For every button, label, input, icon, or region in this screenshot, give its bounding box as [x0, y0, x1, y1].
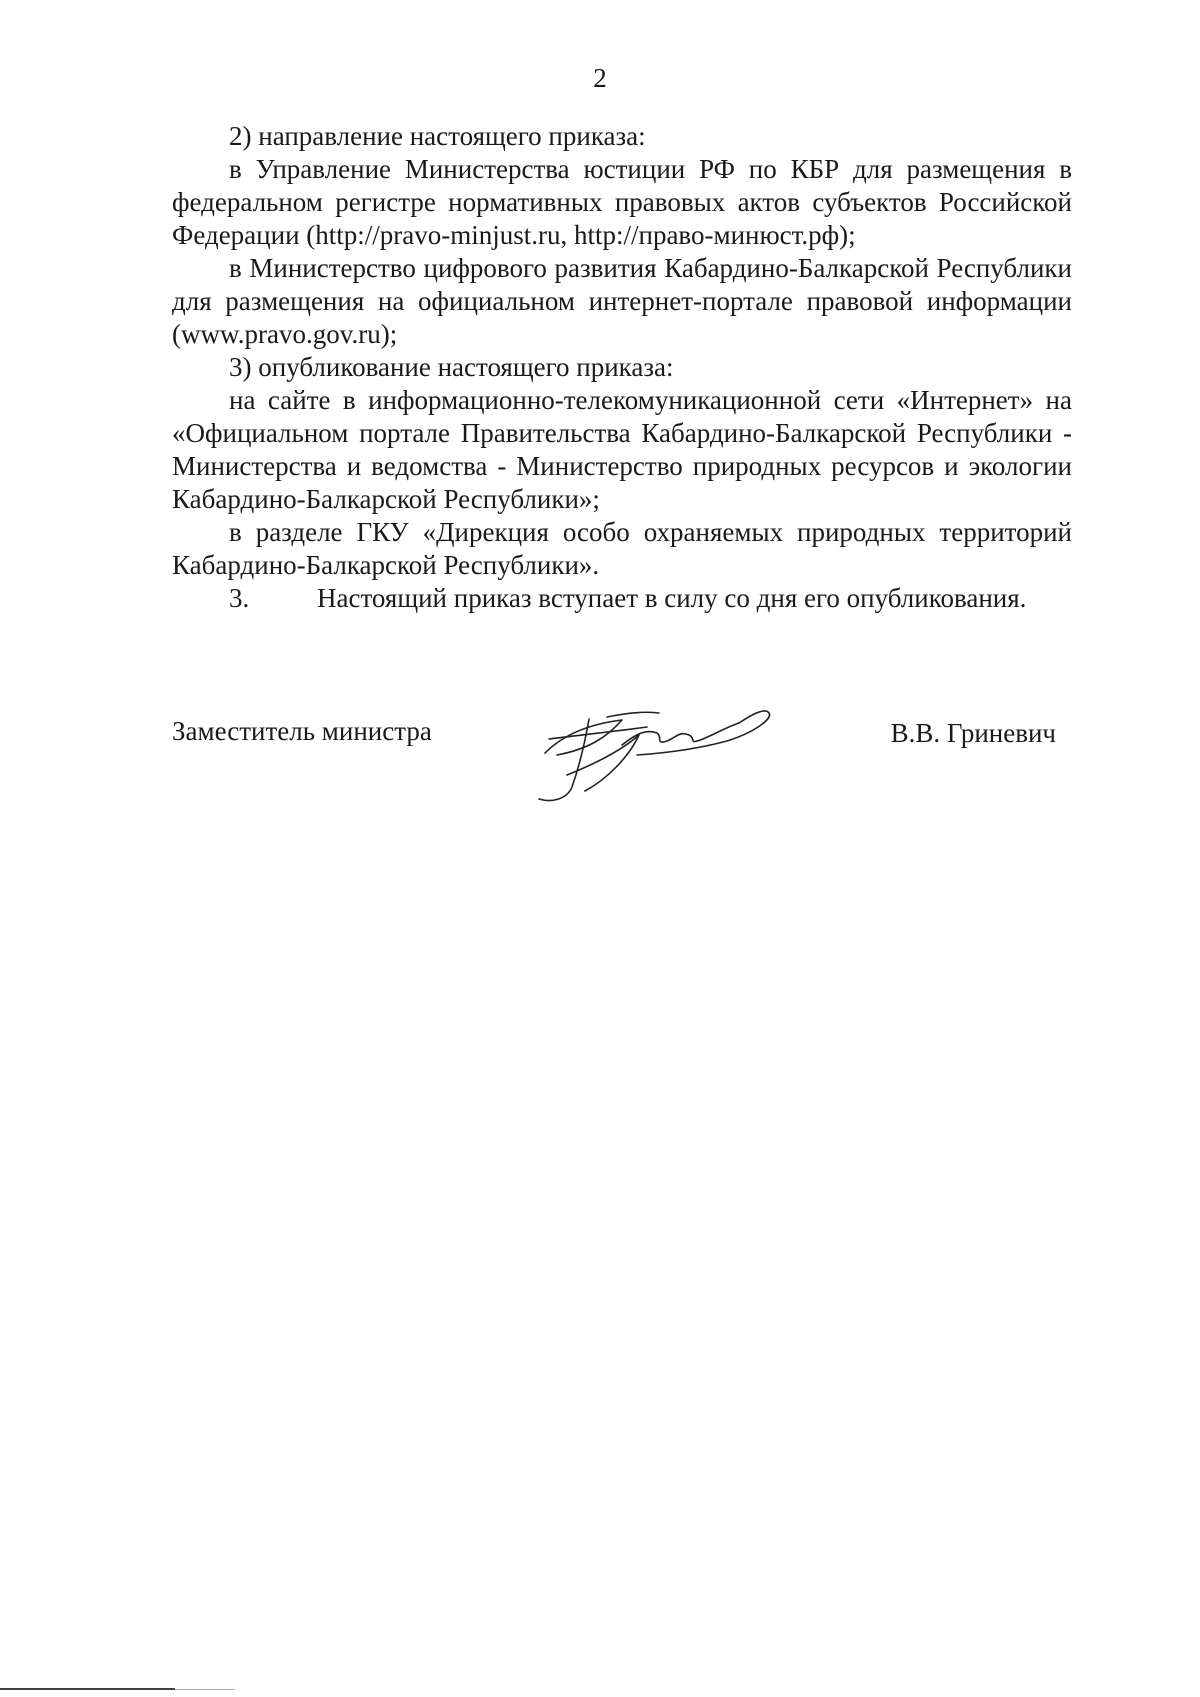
- paragraph-text: Настоящий приказ вступает в силу со дня его опубликования.: [317, 583, 1027, 613]
- scan-edge-line-faint: [175, 1689, 235, 1690]
- paragraph-internet-portal: на сайте в информационно-телекомуникационной сети «Интернет» на «Официальном портале Правительства Кабардино-Балкарской Республики - Министерства и ведомства - Министерство природных ресурсов и экологии Кабардино-Балкарской Республики»;: [172, 385, 1072, 514]
- paragraph-digital-ministry: в Министерство цифрового развития Кабардино-Балкарской Республики для размещения на официальном интернет-портале правовой информации (www.pravo.gov.ru);: [172, 253, 1072, 349]
- paragraph-number: 3.: [229, 583, 250, 613]
- page-number: 2: [593, 63, 607, 93]
- scan-edge-line: [0, 1688, 175, 1690]
- handwritten-signature: [527, 687, 787, 807]
- paragraph-item-3-heading: 3) опубликование настоящего приказа:: [229, 352, 674, 382]
- signature-block: [172, 705, 1072, 825]
- paragraph-item-2-heading: 2) направление настоящего приказа:: [229, 121, 646, 151]
- paragraph-minjust-registry: в Управление Министерства юстиции РФ по КБР для размещения в федеральном регистре нормативных правовых актов субъектов Российской Федерации (http://pravo-minjust.ru, http://право-минюст.рф);: [172, 154, 1072, 250]
- signer-position: Заместитель министра: [172, 716, 432, 746]
- paragraph-effective-date: [172, 582, 1072, 615]
- signer-name: В.В. Гриневич: [890, 718, 1056, 748]
- document-body: [172, 120, 1072, 615]
- paragraph-gku-section: в разделе ГКУ «Дирекция особо охраняемых природных территорий Кабардино-Балкарской Республики».: [172, 517, 1072, 580]
